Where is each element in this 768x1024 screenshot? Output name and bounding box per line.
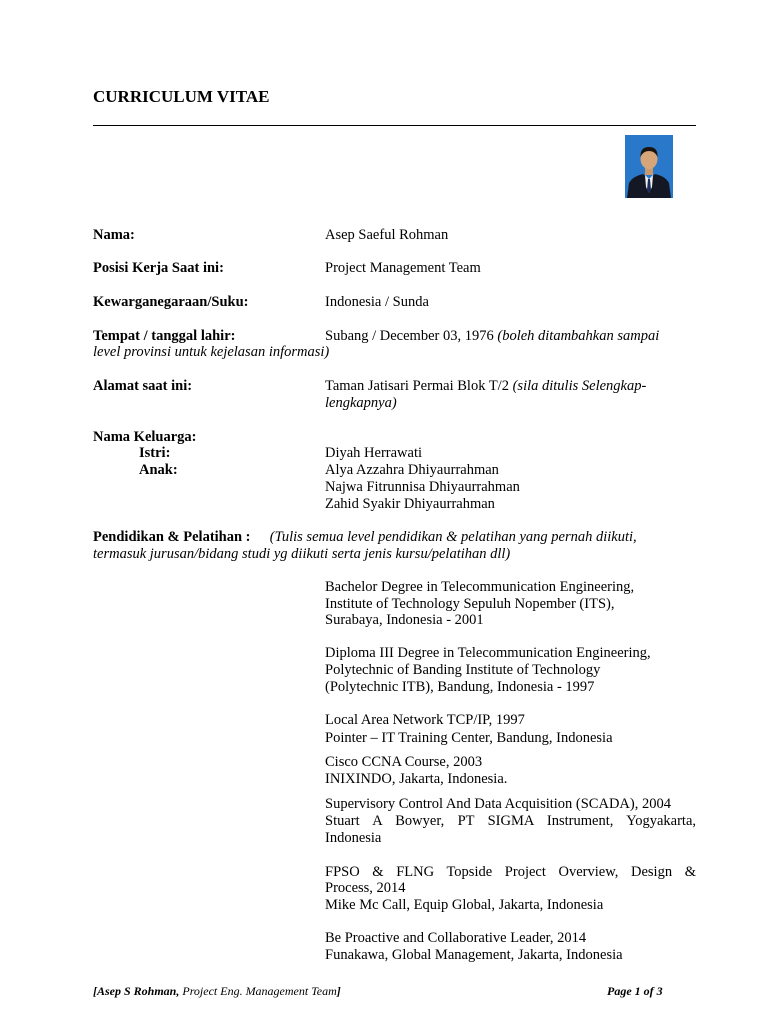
position-value: Project Management Team: [325, 260, 481, 276]
training-entry: Supervisory Control And Data Acquisition (SCADA), 2004: [325, 796, 671, 812]
education-label: Pendidikan & Pelatihan :: [93, 529, 251, 545]
address-note: (sila ditulis Selengkap-: [512, 378, 647, 394]
page-number: Page 1 of 3: [607, 984, 663, 998]
training-entry: Indonesia: [325, 830, 382, 846]
birth-note-continued: level provinsi untuk kejelasan informasi): [93, 344, 330, 360]
training-entry: Mike Mc Call, Equip Global, Jakarta, Indonesia: [325, 897, 604, 913]
training-entry: Be Proactive and Collaborative Leader, 2014: [325, 930, 587, 946]
address-note-continued: lengkapnya): [325, 395, 397, 411]
document-title: CURRICULUM VITAE: [93, 87, 270, 106]
name-label: Nama:: [93, 227, 135, 243]
training-entry: Cisco CCNA Course, 2003: [325, 754, 483, 770]
address-text: Taman Jatisari Permai Blok T/2: [325, 378, 509, 394]
education-entry: (Polytechnic ITB), Bandung, Indonesia - 1997: [325, 679, 595, 695]
address-value: [325, 378, 646, 395]
title-divider: [93, 125, 696, 126]
children-label: Anak:: [139, 462, 178, 478]
education-entry: Diploma III Degree in Telecommunication Engineering,: [325, 645, 651, 661]
profile-photo: [625, 135, 673, 198]
training-entry: Pointer – IT Training Center, Bandung, Indonesia: [325, 730, 613, 746]
footer-author: [93, 983, 341, 1000]
birth-label: Tempat / tanggal lahir:: [93, 328, 236, 344]
education-entry: Surabaya, Indonesia - 2001: [325, 612, 484, 628]
birth-note: (boleh ditambahkan sampai: [497, 328, 660, 344]
training-entry: Stuart A Bowyer, PT SIGMA Instrument, Yogyakarta,: [325, 813, 696, 829]
training-entry: Funakawa, Global Management, Jakarta, Indonesia: [325, 947, 623, 963]
education-note-continued: termasuk jurusan/bidang studi yg diikuti serta jenis kursu/pelatihan dll): [93, 546, 511, 562]
education-entry: Institute of Technology Sepuluh Nopember (ITS),: [325, 596, 615, 612]
birth-value: [325, 328, 659, 345]
address-label: Alamat saat ini:: [93, 378, 193, 394]
nationality-value: Indonesia / Sunda: [325, 294, 429, 310]
education-note: (Tulis semua level pendidikan & pelatihan yang pernah diikuti,: [269, 529, 637, 545]
footer-role: Project Eng. Management Team: [179, 984, 337, 998]
wife-label: Istri:: [139, 445, 171, 461]
education-entry: Polytechnic of Banding Institute of Technology: [325, 662, 601, 678]
name-value: Asep Saeful Rohman: [325, 227, 449, 243]
footer-bracket-close: ]: [336, 984, 341, 998]
family-label: Nama Keluarga:: [93, 429, 197, 445]
training-entry: FPSO & FLNG Topside Project Overview, Design &: [325, 864, 696, 880]
person-portrait-icon: [625, 135, 673, 198]
child-name: Zahid Syakir Dhiyaurrahman: [325, 496, 495, 512]
birth-place-date: Subang / December 03, 1976: [325, 328, 494, 344]
position-label: Posisi Kerja Saat ini:: [93, 260, 224, 276]
child-name: Najwa Fitrunnisa Dhiyaurrahman: [325, 479, 520, 495]
footer-bracket-open: [: [93, 984, 97, 998]
training-entry: Local Area Network TCP/IP, 1997: [325, 712, 525, 728]
education-entry: Bachelor Degree in Telecommunication Engineering,: [325, 579, 635, 595]
training-entry: Process, 2014: [325, 880, 406, 896]
footer-author-name: Asep S Rohman,: [97, 984, 180, 998]
training-entry: INIXINDO, Jakarta, Indonesia.: [325, 771, 508, 787]
nationality-label: Kewarganegaraan/Suku:: [93, 294, 249, 310]
child-name: Alya Azzahra Dhiyaurrahman: [325, 462, 499, 478]
wife-value: Diyah Herrawati: [325, 445, 423, 461]
education-heading: [93, 529, 637, 546]
